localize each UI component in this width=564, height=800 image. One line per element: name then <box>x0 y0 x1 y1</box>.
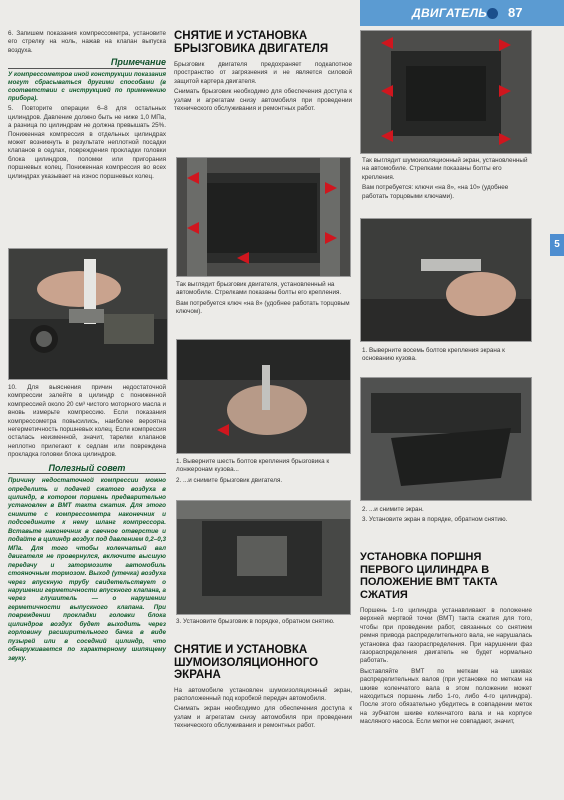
page-number: 87 <box>508 5 523 20</box>
caption-3: 3. Установите брызговик в порядке, обратном снятию. <box>176 618 335 625</box>
note-text: У компрессометров иной конструкции показания могут сбрасываться другими способами (в соответствии с инструкцией по применению прибора). <box>8 70 166 103</box>
right-caption-3: 2. ...и снимите экран. <box>362 506 424 513</box>
engine-photo <box>8 248 168 380</box>
section3-paragraph-2: Выставляйте ВМТ по меткам на шкивах распределительных валов (при установке по меткам на шкиве коленчатого вала в этом положении может находиться поршень либо 1-го, либо 4-го цилиндра). После этого обязательно убедитесь в совпадении меток на зубчатом шкиве коленчатого вала и на корпусе масляного насоса. Если метки не совпадают, значит, <box>360 667 532 726</box>
section2-title: СНЯТИЕ И УСТАНОВКА ШУМОИЗОЛЯЦИОННОГО ЭКРАНА <box>174 644 319 681</box>
caption-screen-bolts <box>362 347 532 366</box>
paragraph-compression: 5. Повторите операции 6–8 для остальных цилиндров. Давление должно быть не ниже 1,0 МПа, а разница по цилиндрам не должна превышать 25%. Пониженная компрессия в отдельных цилиндрах может возникнуть в результате неплотной посадки клапанов в седлах, повреждения прокладки головки блока цилиндров, поломки или пригорания поршневых колец. Пониженная компрессия во всех цилиндрах указывает на износ поршневых колец. <box>8 105 166 180</box>
section3-paragraph-1: Поршень 1-го цилиндра устанавливают в положение верхней мертвой точки (ВМТ) такта сжатия для того, чтобы при проведении работ, связанных со снятием ремня привода распределительного вала, не нарушалась установка фаз газораспределения. При нарушении фаз газораспределения двигатель не будет нормально работать. <box>360 607 532 665</box>
engine-photo-image <box>9 249 167 379</box>
screen-removed-photo-image <box>361 378 531 500</box>
right-caption-1b: Вам потребуется: ключи «на 8», «на 10» (удобнее работать торцовыми ключами). <box>362 184 509 200</box>
screen-bolts-photo-image <box>361 219 531 341</box>
caption-2b: 2. ...и снимите брызговик двигателя. <box>176 476 283 484</box>
splash-guard-removed-photo <box>176 500 351 615</box>
middle-section2 <box>174 644 352 733</box>
screen-bolts-photo <box>360 218 532 342</box>
caption-bolt-removal <box>176 458 352 487</box>
middle-column <box>174 30 352 115</box>
left-column-lower <box>8 384 166 665</box>
left-column <box>8 30 166 183</box>
section1-paragraph-2: Снимать брызговик необходимо для обеспечения доступа к узлам и агрегатам снизу автомобиля при проведении технического обслуживания и ремонтных работ. <box>174 88 352 113</box>
section3-title: УСТАНОВКА ПОРШНЯ ПЕРВОГО ЦИЛИНДРА В ПОЛОЖЕНИЕ ВМТ ТАКТА СЖАТИЯ <box>360 551 498 601</box>
splash-guard-removed-photo-image <box>177 501 350 614</box>
tip-text: Причину недостаточной компрессии можно определить и подачей сжатого воздуха в цилиндр, в котором поршень предварительно установлен в ВМТ такта сжатия. Для этого снимите с компрессометра наконечник и подсоедините к нему шланг компрессора. Вставьте наконечник в свечное отверстие и подайте в цилиндр воздух под давлением 0,2–0,3 МПа. Для того чтобы коленчатый вал двигателя не провернулся, включите высшую передачу и затормозите автомобиль стояночным тормозом. Выход (утечка) воздуха через впускную трубу свидетельствует о нарушении герметичности впускного клапана, а через глушитель — о нарушении герметичности выпускного клапана. При повреждении прокладки головки блока цилиндров воздух будет выходить через горловину расширительного бачка в виде пузырей или в соседний цилиндр, что обнаруживается по характерному шипящему звуку. <box>8 477 167 662</box>
caption-install <box>176 618 352 628</box>
caption-splash-guard <box>176 281 352 319</box>
section2-paragraph-2: Снимать экран необходимо для обеспечения доступа к узлам и агрегатам снизу автомобиля при проведении технического обслуживания и ремонтных работ. <box>174 705 352 730</box>
caption-screen-removed <box>362 506 532 527</box>
right-caption-1: Так выглядит шумоизоляционный экран, установленный на автомобиле. Стрелками показаны болты его крепления. <box>362 157 528 181</box>
caption-noise-screen <box>362 157 532 203</box>
section1-paragraph-1: Брызговик двигателя предохраняет подкапотное пространство от загрязнения и не является силовой защитой картера двигателя. <box>174 61 352 85</box>
tip-title: Полезный совет <box>8 464 166 474</box>
right-section <box>360 551 532 729</box>
chapter-tab: 5 <box>550 234 564 256</box>
section1-title: СНЯТИЕ И УСТАНОВКА БРЫЗГОВИКА ДВИГАТЕЛЯ <box>174 30 329 55</box>
noise-screen-photo-image <box>361 31 531 153</box>
note-title: Примечание <box>8 58 166 68</box>
right-caption-3b: 3. Установите экран в порядке, обратном снятию. <box>362 516 508 524</box>
intro-text: 6. Запишем показания компрессометра, установите его стрелку на ноль, нажав на клапан выпуска воздуха. <box>8 30 166 54</box>
bullet-icon <box>487 8 498 19</box>
caption-1: Так выглядит брызговик двигателя, установленный на автомобиле. Стрелками показаны болты его крепления. <box>176 281 342 297</box>
paragraph-diagnosis: 10. Для выяснения причин недостаточной компрессии залейте в цилиндр с пониженной компрессией около 20 см³ чистого моторного масла и вновь измерьте компрессию. Если показания компрессометра повысились, наиболее вероятна негерметичность поршневых колец. Если компрессия осталась неизменной, значит, тарелки клапанов неплотно прилегают к седлам или повреждена прокладка головки блока цилиндров. <box>8 384 166 459</box>
bolt-removal-photo-image <box>177 340 350 453</box>
splash-guard-photo <box>176 157 351 277</box>
caption-1b: Вам потребуется ключ «на 8» (удобнее работать торцовым ключом). <box>176 299 350 316</box>
section-title: ДВИГАТЕЛЬ <box>412 6 488 20</box>
caption-2: 1. Выверните шесть болтов крепления брызговика к лонжеронам кузова... <box>176 458 330 474</box>
right-caption-2: 1. Выверните восемь болтов крепления экрана к основанию кузова. <box>362 347 505 363</box>
bolt-removal-photo <box>176 339 351 454</box>
splash-guard-photo-image <box>177 158 350 276</box>
screen-removed-photo <box>360 377 532 501</box>
section2-paragraph-1: На автомобиле установлен шумоизоляционный экран, расположенный под коробкой передач автомобиля. <box>174 686 352 702</box>
noise-screen-photo <box>360 30 532 154</box>
